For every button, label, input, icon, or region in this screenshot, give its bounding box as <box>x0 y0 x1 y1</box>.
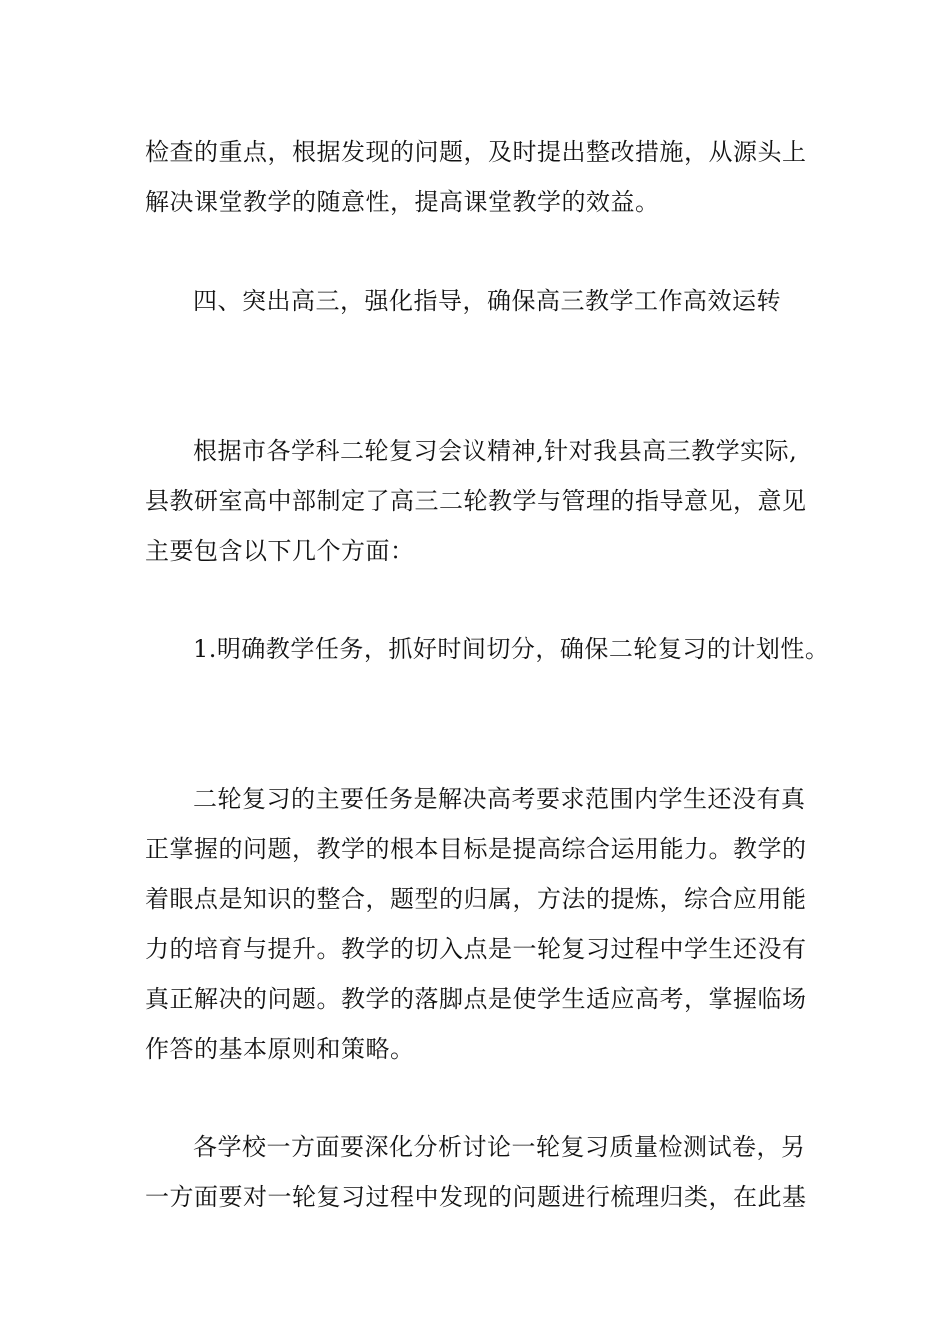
paragraph-line: 检查的重点，根据发现的问题，及时提出整改措施，从源头上 <box>145 138 807 166</box>
section-heading: 四、突出高三，强化指导，确保高三教学工作高效运转 <box>193 287 781 315</box>
paragraph-line: 一方面要对一轮复习过程中发现的问题进行梳理归类，在此基 <box>145 1183 807 1211</box>
paragraph-line: 正掌握的问题，教学的根本目标是提高综合运用能力。教学的 <box>145 835 807 863</box>
paragraph-line: 各学校一方面要深化分析讨论一轮复习质量检测试卷，另 <box>193 1133 806 1161</box>
paragraph-line: 力的培育与提升。教学的切入点是一轮复习过程中学生还没有 <box>145 935 807 963</box>
paragraph-line: 真正解决的问题。教学的落脚点是使学生适应高考，掌握临场 <box>145 985 807 1013</box>
paragraph-line: 县教研室高中部制定了高三二轮教学与管理的指导意见，意见 <box>145 487 807 515</box>
paragraph-line: 着眼点是知识的整合，题型的归属，方法的提炼，综合应用能 <box>145 885 807 913</box>
paragraph-line: 主要包含以下几个方面： <box>145 537 415 565</box>
paragraph-line: 解决课堂教学的随意性，提高课堂教学的效益。 <box>145 188 660 216</box>
paragraph-line: 根据市各学科二轮复习会议精神,针对我县高三教学实际, <box>193 437 798 465</box>
paragraph-line: 作答的基本原则和策略。 <box>145 1035 415 1063</box>
paragraph-line: 二轮复习的主要任务是解决高考要求范围内学生还没有真 <box>193 785 806 813</box>
list-item: 1.明确教学任务，抓好时间切分，确保二轮复习的计划性。 <box>193 635 830 663</box>
